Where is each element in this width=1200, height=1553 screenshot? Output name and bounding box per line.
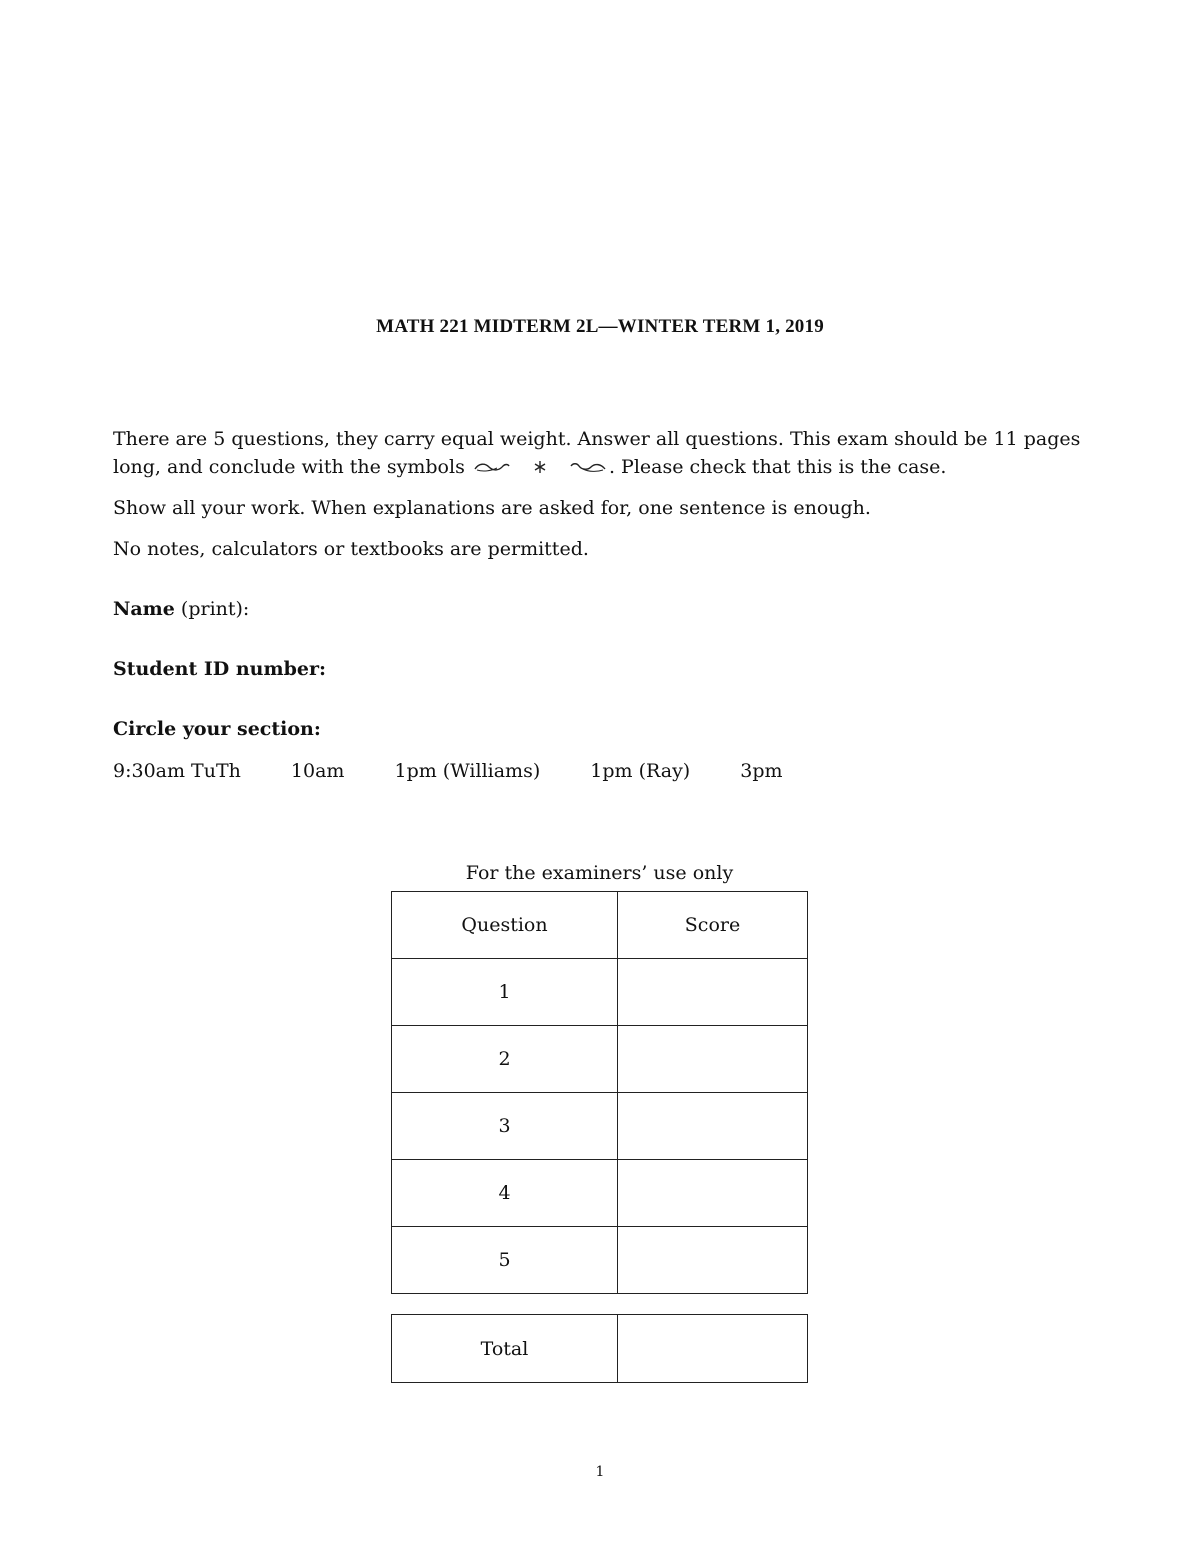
score-cell [618, 1093, 808, 1160]
circle-section-label: Circle your section: [113, 718, 321, 740]
score-table-caption: For the examiners’ use only [465, 862, 734, 884]
right-flourish-icon [569, 454, 607, 482]
table-row [392, 1227, 808, 1294]
section-option: 3pm [740, 760, 783, 782]
name-label: Name [113, 598, 175, 620]
score-table [391, 891, 808, 1294]
section-options [113, 757, 827, 785]
table-row [392, 1093, 808, 1160]
total-label: Total [392, 1315, 618, 1383]
table-row [392, 959, 808, 1026]
table-row [392, 1160, 808, 1227]
table-header-row [392, 892, 808, 959]
score-cell [618, 1227, 808, 1294]
question-header: Question [392, 892, 618, 959]
question-number: 3 [392, 1093, 618, 1160]
exam-title: MATH 221 MIDTERM 2L—WINTER TERM 1, 2019 [376, 316, 824, 337]
score-header: Score [618, 892, 808, 959]
no-aids-instruction: No notes, calculators or textbooks are permitted. [113, 538, 589, 560]
total-score-cell [618, 1315, 808, 1383]
asterisk-ornament-icon [533, 454, 547, 482]
name-field [113, 595, 249, 623]
show-work-instruction: Show all your work. When explanations are asked for, one sentence is enough. [113, 497, 871, 519]
student-id-label: Student ID number: [113, 658, 326, 680]
page-number: 1 [595, 1464, 605, 1480]
name-hint: (print): [174, 598, 250, 620]
score-cell [618, 1026, 808, 1093]
section-option: 9:30am TuTh [113, 760, 241, 782]
score-cell [618, 1160, 808, 1227]
question-number: 1 [392, 959, 618, 1026]
question-number: 2 [392, 1026, 618, 1093]
instructions-line-1: There are 5 questions, they carry equal weight. Answer all questions. This exam should be 11 pages [113, 428, 1081, 450]
question-number: 5 [392, 1227, 618, 1294]
score-cell [618, 959, 808, 1026]
instructions-line-2-suffix: . Please check that this is the case. [608, 456, 947, 478]
section-option: 1pm (Williams) [394, 760, 541, 782]
section-option: 1pm (Ray) [590, 760, 691, 782]
instructions-paragraph [113, 425, 1080, 482]
total-table [391, 1314, 808, 1383]
total-row [392, 1315, 808, 1383]
left-flourish-icon [473, 454, 511, 482]
table-row [392, 1026, 808, 1093]
instructions-line-2-prefix: long, and conclude with the symbols [113, 456, 465, 478]
section-option: 10am [290, 760, 345, 782]
question-number: 4 [392, 1160, 618, 1227]
